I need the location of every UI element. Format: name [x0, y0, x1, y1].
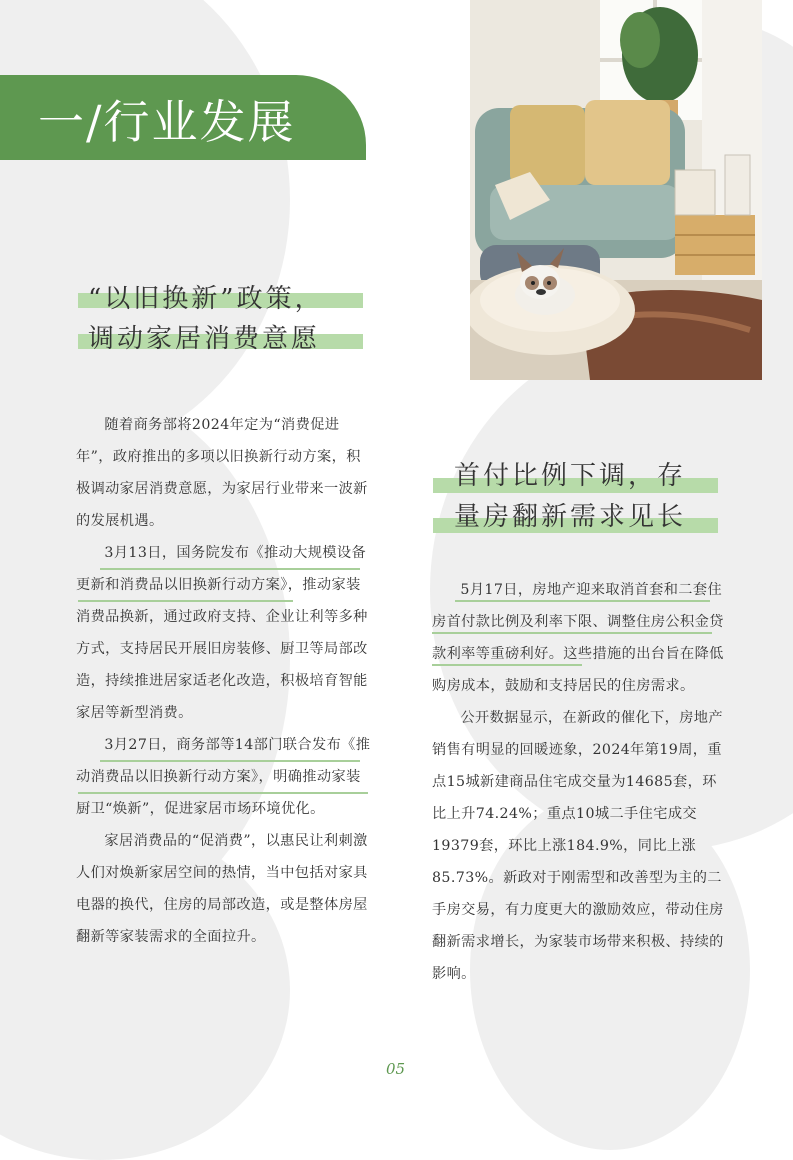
section1-heading-line2: 调动家居消费意愿 [88, 324, 321, 354]
page-number: 05 [386, 1060, 406, 1078]
section1-body [76, 409, 372, 953]
underline-accent [78, 792, 368, 794]
underline-accent [78, 600, 293, 602]
paragraph: 3月27日，商务部等14部门联合发布《推动消费品以旧换新行动方案》，明确推动家装厨卫“焕新”，促进家居市场环境优化。 [76, 737, 371, 817]
paragraph: 随着商务部将2024年定为“消费促进年”，政府推出的多项以旧换新行动方案，积极调动家居消费意愿，为家居行业带来一波新的发展机遇。 [76, 417, 368, 529]
section2-heading-line1: 首付比例下调，存 [454, 461, 687, 491]
underline-accent [432, 632, 712, 634]
paragraph: 3月13日，国务院发布《推动大规模设备更新和消费品以旧换新行动方案》，推动家装消费品换新，通过政府支持、企业让利等多种方式，支持居民开展旧房装修、厨卫等局部改造，持续推进居家适老化改造，积极培育智能家居等新型消费。 [76, 545, 368, 721]
underline-accent [432, 664, 582, 666]
section2-heading-line2: 量房翻新需求见长 [454, 502, 687, 532]
underline-accent [100, 760, 360, 762]
page-title: 一/行业发展 [38, 95, 296, 149]
paragraph: 公开数据显示，在新政的催化下，房地产销售有明显的回暖迹象，2024年第19周，重点15城新建商品住宅成交量为14685套，环比上升74.24%；重点10城二手住宅成交19379套，环比上涨184.9%，同比上涨85.73%。新政对于刚需型和改善型为主的二手房交易，有力度更大的激励效应，带动住房翻新需求增长，为家装市场带来积极、持续的影响。 [432, 710, 724, 982]
paragraph: 5月17日，房地产迎来取消首套和二套住房首付款比例及利率下限、调整住房公积金贷款利率等重磅利好。这些措施的出台旨在降低购房成本，鼓励和支持居民的住房需求。 [432, 582, 724, 694]
underline-accent [455, 600, 710, 602]
dog-on-cushion-illustration [470, 0, 762, 380]
underline-accent [100, 568, 360, 570]
paragraph: 家居消费品的“促消费”，以惠民让利刺激人们对焕新家居空间的热情，当中包括对家具电器的换代，住房的局部改造，或是整体房屋翻新等家装需求的全面拉升。 [76, 833, 368, 945]
section2-body [432, 574, 728, 990]
section1-heading-line1: “以旧换新”政策， [88, 284, 324, 314]
living-room-photo [470, 0, 762, 380]
